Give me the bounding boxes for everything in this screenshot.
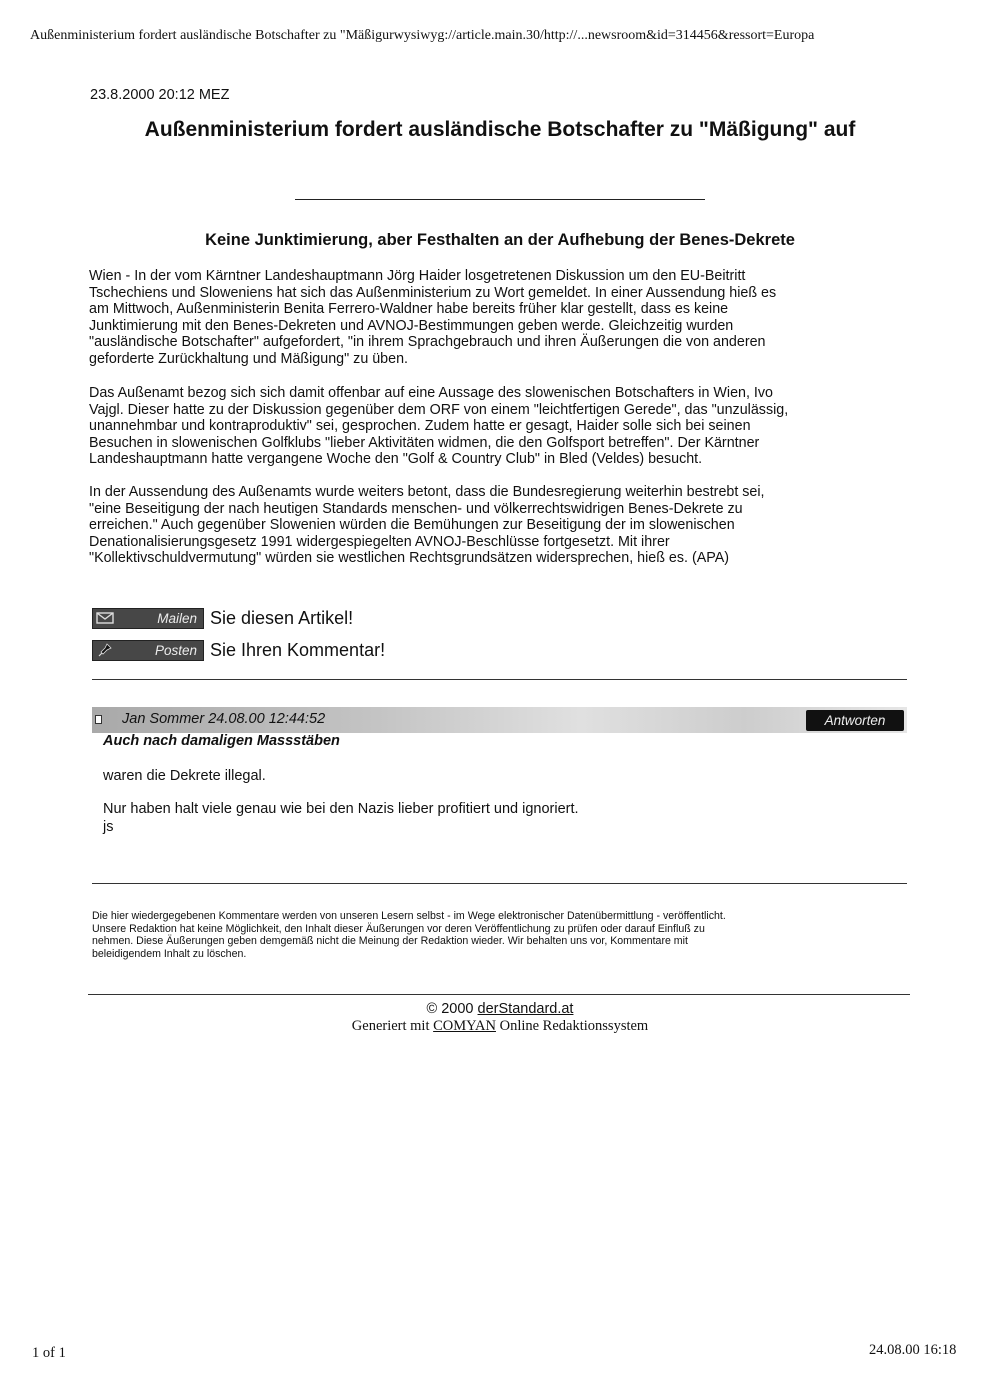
comment-text-line: waren die Dekrete illegal. — [103, 768, 266, 784]
mail-article-row — [92, 606, 353, 630]
paragraph-line: "eine Beseitigung der nach heutigen Standards menschen- und völkerrechtswidrigen Benes-Dekrete zu — [89, 500, 743, 517]
derstandard-link[interactable]: derStandard.at — [477, 1001, 574, 1017]
pin-icon — [93, 640, 117, 661]
generated-prefix: Generiert mit — [351, 1018, 430, 1034]
paragraph-line: Landeshauptmann hatte vergangene Woche den "Golf & Country Club" in Bled (Veldes) besucht. — [89, 451, 703, 467]
mail-button-label: Mailen — [157, 610, 197, 626]
comment-disclaimer — [92, 910, 910, 960]
generated-line — [0, 1018, 1000, 1035]
title-divider — [295, 199, 705, 200]
paragraph-line: erreichen." Auch gegenüber Slowenien würden die Bemühungen zur Beseitigung der im slowenischen — [89, 517, 735, 533]
comment-signature: js — [103, 819, 114, 835]
disclaimer-line: nehmen. Diese Äußerungen geben demgemäß nicht die Meinung der Redaktion wieder. Wir behalten uns vor, Kommentare mit — [92, 935, 688, 947]
paragraph-line: Wien - In der vom Kärntner Landeshauptmann Jörg Haider losgetretenen Diskussion um den EU-Beitritt — [89, 268, 746, 284]
paragraph-line: Tschechiens und Sloweniens hat sich das Außenministerium zu Wort gemeldet. In einer Aussendung hieß es — [89, 284, 777, 301]
disclaimer-line: beleidigendem Inhalt zu löschen. — [92, 947, 247, 960]
paragraph-line: unannehmbar und kontraproduktiv" sei, gesprochen. Zudem hatte er gesagt, Haider solle sich bei seinen — [89, 418, 751, 434]
mail-article-button[interactable] — [92, 608, 204, 629]
comment-text-line: Nur haben halt viele genau wie bei den Nazis lieber profitiert und ignoriert. — [103, 801, 579, 817]
paragraph-line: geforderte Zurückhaltung und Mäßigung" zu üben. — [89, 350, 409, 367]
paragraph-line: am Mittwoch, Außenministerin Benita Ferrero-Waldner habe bereits früher klar gestellt, dass es keine — [89, 301, 729, 317]
copyright-line — [0, 1001, 1000, 1017]
copyright-prefix: © 2000 — [426, 1001, 474, 1017]
disclaimer-line: Unsere Redaktion hat keine Möglichkeit, den Inhalt dieser Äußerungen vor deren Veröffentlichung zu prüfen oder darauf Einfluß zu — [92, 922, 705, 935]
comments-divider-top — [92, 679, 907, 680]
mail-article-text: Sie diesen Artikel! — [210, 607, 354, 628]
paragraph-line: Denationalisierungsgesetz 1991 widergespiegelten AVNOJ-Beschlüsse fortgesetzt. Mit ihrer — [89, 533, 670, 550]
comyan-link[interactable]: COMYAN — [433, 1018, 496, 1034]
article-paragraph-2 — [89, 385, 914, 468]
generated-suffix: Online Redaktionssystem — [499, 1018, 649, 1034]
print-header-title: Außenministerium fordert ausländische Botschafter zu "Mäßigurwysiwyg://article.main.30/http://...newsroom&id=314456&ressort=Europa — [30, 28, 815, 43]
paragraph-line: Junktimierung mit den Benes-Dekreten und AVNOJ-Bestimmungen geben werde. Gleichzeitig wurden — [89, 317, 734, 334]
comment-marker-icon — [95, 715, 102, 724]
paragraph-line: In der Aussendung des Außenamts wurde weiters betont, dass die Bundesregierung weiterhin bestrebt sei, — [89, 484, 765, 500]
article-headline: Außenministerium fordert ausländische Botschafter zu "Mäßigung" auf — [144, 118, 856, 141]
disclaimer-line: Die hier wiedergegebenen Kommentare werden von unseren Lesern selbst - im Wege elektronischer Datenübermittlung - veröffentlicht. — [92, 910, 726, 922]
article-subheadline: Keine Junktimierung, aber Festhalten an der Aufhebung der Benes-Dekrete — [205, 231, 795, 249]
paragraph-line: Vajgl. Dieser hatte zu der Diskussion gegenüber dem ORF von einem "leichtfertigen Gerede", das "unzulässig, — [89, 401, 789, 418]
paragraph-line: "ausländische Botschafter" aufgefordert, "in ihrem Sprachgebrauch und ihren Äußerungen die von anderen — [89, 334, 766, 350]
article-paragraph-1 — [89, 268, 914, 367]
paragraph-line: Besuchen in slowenischen Golfklubs "lieber Aktivitäten widmen, die den Golfsport betreffen". Der Kärntner — [89, 434, 760, 451]
comments-divider-bottom — [92, 883, 907, 884]
comment-author-date: Jan Sommer 24.08.00 12:44:52 — [122, 711, 326, 727]
comment-title: Auch nach damaligen Massstäben — [103, 733, 340, 749]
reply-button[interactable]: Antworten — [806, 710, 904, 731]
footer-divider — [88, 994, 910, 995]
article-paragraph-3 — [89, 484, 914, 567]
article-date: 23.8.2000 20:12 MEZ — [90, 87, 230, 103]
post-button-label: Posten — [154, 642, 197, 658]
paragraph-line: "Kollektivschuldvermutung" würden sie westlichen Rechtsgrundsätzen widersprechen, hieß es. (APA) — [89, 550, 730, 566]
paragraph-line: Das Außenamt bezog sich sich damit offenbar auf eine Aussage des slowenischen Botschafters in Wien, Ivo — [89, 385, 773, 401]
print-timestamp: 24.08.00 16:18 — [869, 1342, 957, 1358]
envelope-icon — [93, 608, 117, 629]
post-comment-button[interactable] — [92, 640, 204, 661]
post-comment-text: Sie Ihren Kommentar! — [210, 639, 386, 660]
page-count: 1 of 1 — [32, 1345, 66, 1361]
post-comment-row — [92, 638, 385, 662]
